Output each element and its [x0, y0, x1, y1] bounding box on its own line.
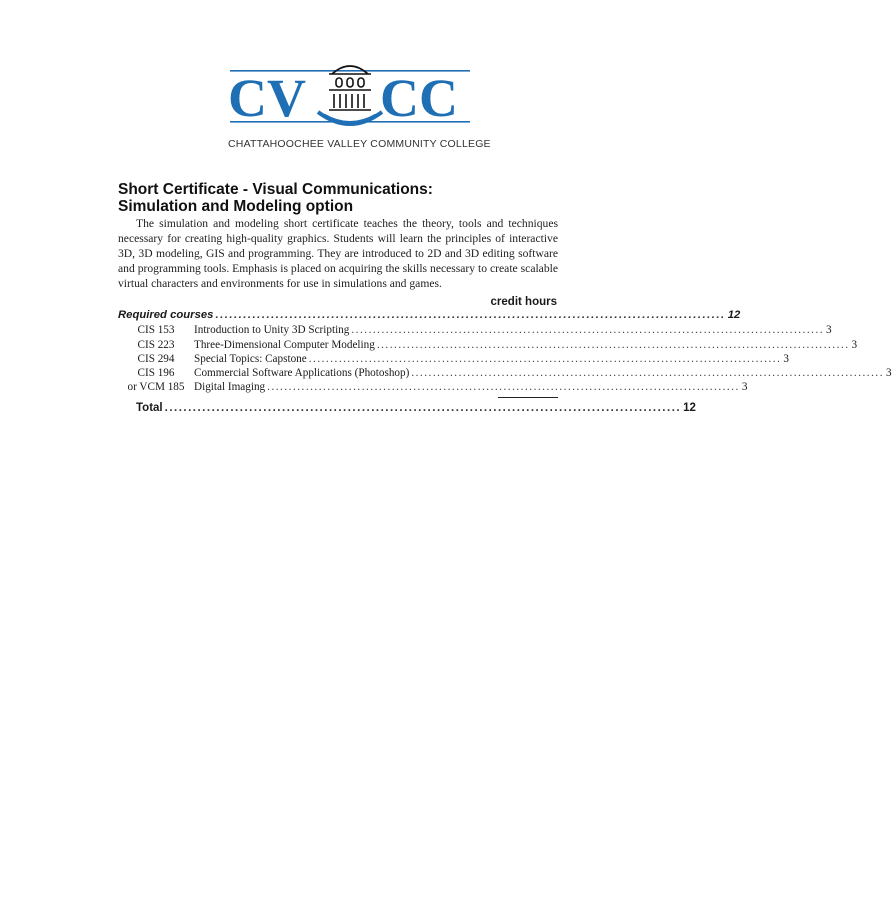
svg-text:CV: CV	[228, 68, 306, 128]
course-title: Commercial Software Applications (Photoshop)	[194, 367, 410, 379]
dot-leader: ..............................................................................................................	[267, 381, 740, 393]
credit-hours-header: credit hours	[490, 296, 557, 308]
course-row	[118, 353, 789, 365]
total-hours: 12	[683, 402, 696, 414]
total-divider	[498, 397, 558, 398]
course-hours: 3	[783, 353, 789, 365]
dot-leader: ..............................................................................................................	[411, 367, 884, 379]
intro-paragraph: The simulation and modeling short certificate teaches the theory, tools and techniques necessary for creating high-quality graphics. Students will learn the principles of interactive 3D, 3D modeling, GIS and programming. They are introduced to 2D and 3D editing software and programming tools. Emphasis is placed on acquiring the skills necessary to create scalable virtual characters and environments for use in simulations and games.	[118, 217, 558, 290]
course-title: Introduction to Unity 3D Scripting	[194, 324, 350, 336]
total-label: Total	[136, 402, 163, 414]
course-code: CIS 153	[137, 324, 175, 336]
course-code: or VCM 185	[127, 381, 185, 393]
page-title-line-1: Short Certificate - Visual Communications:	[118, 181, 433, 198]
course-code: CIS 196	[137, 367, 175, 379]
cvcc-logo-graphic	[228, 52, 472, 138]
dot-leader: ..............................................................................................................	[164, 402, 682, 414]
dot-leader: ..............................................................................................................	[351, 324, 825, 336]
course-row	[118, 324, 832, 336]
course-title: Special Topics: Capstone	[194, 353, 307, 365]
course-title: Three-Dimensional Computer Modeling	[194, 339, 375, 351]
course-row	[118, 367, 892, 379]
course-title: Digital Imaging	[194, 381, 266, 393]
required-courses-row	[118, 309, 741, 321]
course-code: CIS 223	[137, 339, 175, 351]
course-hours: 3	[826, 324, 832, 336]
required-courses-hours: 12	[727, 309, 741, 321]
total-row	[136, 402, 696, 414]
dot-leader: ..............................................................................................................	[376, 339, 850, 351]
course-row	[118, 381, 748, 393]
dot-leader: ..............................................................................................................	[215, 309, 726, 321]
course-hours: 3	[851, 339, 858, 351]
college-name: CHATTAHOOCHEE VALLEY COMMUNITY COLLEGE	[228, 138, 491, 150]
dot-leader: ..............................................................................................................	[308, 353, 782, 365]
course-row	[118, 339, 858, 351]
course-hours: 3	[885, 367, 892, 379]
page-title-line-2: Simulation and Modeling option	[118, 198, 354, 215]
required-courses-label: Required courses	[118, 309, 214, 321]
svg-text:CC: CC	[380, 68, 458, 128]
course-hours: 3	[741, 381, 748, 393]
course-code: CIS 294	[137, 353, 175, 365]
page-title	[118, 181, 578, 215]
